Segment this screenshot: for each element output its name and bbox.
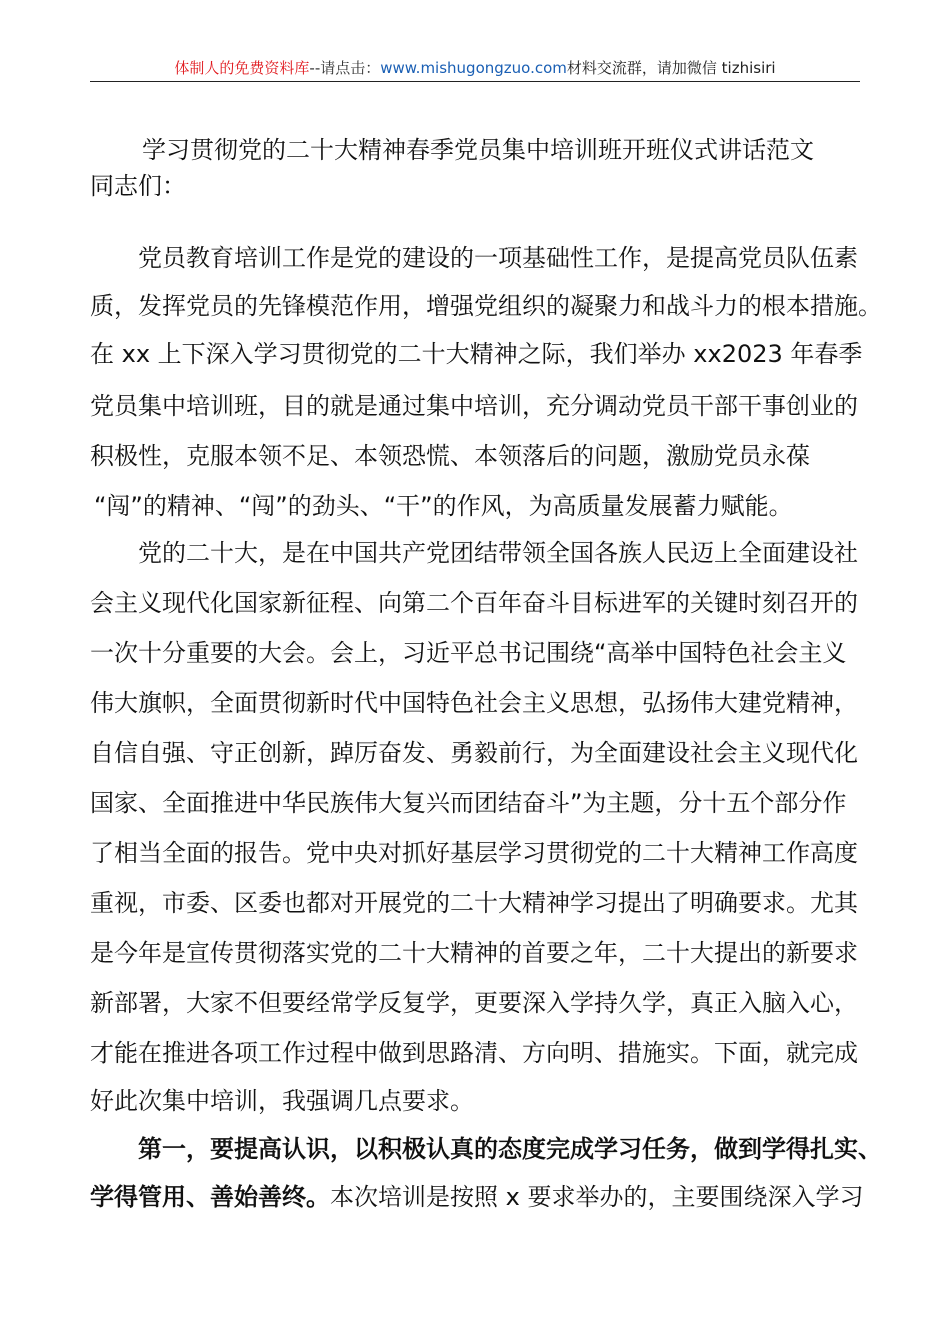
header-wechat-note: 材料交流群，请加微信 tizhisiri (566, 59, 776, 77)
paragraph-line: 国家、全面推进中华民族伟大复兴而团结奋斗”为主题，分十五个部分作 (90, 789, 847, 817)
paragraph-text: 本次培训是按照 x 要求举办的，主要围绕深入学习 (330, 1183, 864, 1211)
paragraph-line: 党员集中培训班，目的就是通过集中培训，充分调动党员干部干事创业的 (90, 392, 858, 420)
paragraph-line: “闯”的精神、“闯”的劲头、“干”的作风，为高质量发展蓄力赋能。 (94, 492, 793, 520)
paragraph-line: 自信自强、守正创新，踔厉奋发、勇毅前行，为全面建设社会主义现代化 (90, 739, 858, 767)
paragraph-line: 积极性，克服本领不足、本领恐慌、本领落后的问题，激励党员永葆 (90, 442, 810, 470)
header-brand: 体制人的免费资料库 (174, 59, 310, 77)
paragraph-line: 重视，市委、区委也都对开展党的二十大精神学习提出了明确要求。尤其 (90, 889, 858, 917)
paragraph-line: 党员教育培训工作是党的建设的一项基础性工作，是提高党员队伍素 (138, 244, 858, 272)
paragraph-line: 在 xx 上下深入学习贯彻党的二十大精神之际，我们举办 xx2023 年春季 (90, 340, 863, 368)
paragraph-line: 新部署，大家不但要经常学反复学，更要深入学持久学，真正入脑入心， (90, 989, 858, 1017)
paragraph-line: 会主义现代化国家新征程、向第二个百年奋斗目标进军的关键时刻召开的 (90, 589, 858, 617)
paragraph-line (90, 1174, 863, 1220)
paragraph-line: 一次十分重要的大会。会上，习近平总书记围绕“高举中国特色社会主义 (90, 639, 847, 667)
salutation: 同志们： (90, 172, 186, 200)
paragraph-line: 才能在推进各项工作过程中做到思路清、方向明、措施实。下面，就完成 (90, 1039, 858, 1067)
section-heading-line: 第一，要提高认识，以积极认真的态度完成学习任务，做到学得扎实、 (138, 1135, 882, 1163)
document-title: 学习贯彻党的二十大精神春季党员集中培训班开班仪式讲话范文 (142, 136, 814, 164)
paragraph-line: 是今年是宣传贯彻落实党的二十大精神的首要之年，二十大提出的新要求 (90, 939, 858, 967)
header-url-link[interactable]: www.mishugongzuo.com (380, 59, 567, 77)
paragraph-line: 伟大旗帜，全面贯彻新时代中国特色社会主义思想，弘扬伟大建党精神， (90, 689, 858, 717)
section-heading-tail: 学得管用、善始善终。 (90, 1183, 330, 1211)
paragraph-line: 好此次集中培训，我强调几点要求。 (90, 1087, 474, 1115)
paragraph-line: 了相当全面的报告。党中央对抓好基层学习贯彻党的二十大精神工作高度 (90, 839, 858, 867)
paragraph-line: 质，发挥党员的先锋模范作用，增强党组织的凝聚力和战斗力的根本措施。 (90, 292, 882, 320)
header-separator: --请点击： (309, 59, 381, 77)
header-divider (90, 81, 860, 82)
paragraph-line: 党的二十大，是在中国共产党团结带领全国各族人民迈上全面建设社 (138, 539, 858, 567)
page-header (90, 56, 860, 80)
